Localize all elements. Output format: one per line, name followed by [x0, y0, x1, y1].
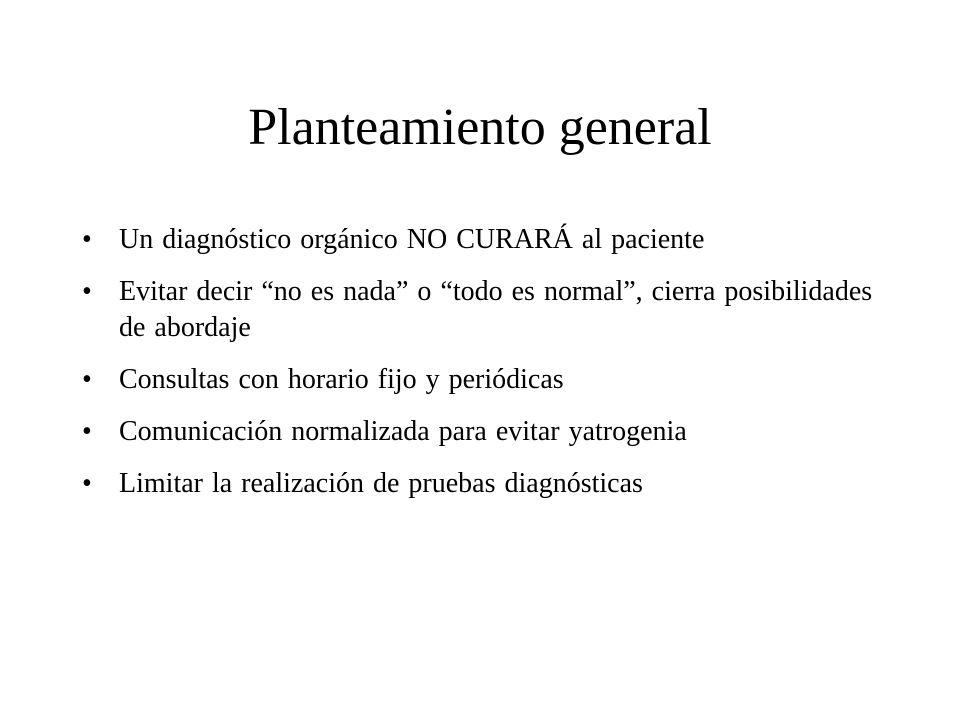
bullet-text: Evitar decir “no es nada” o “todo es normal”, cierra posibilidades de abordaje	[119, 276, 873, 343]
bullet-icon: •	[82, 276, 92, 307]
list-item	[80, 274, 880, 346]
bullet-text: Comunicación normalizada para evitar yatrogenia	[119, 416, 687, 447]
slide-title: Planteamiento general	[248, 99, 712, 156]
bullet-text: Limitar la realización de pruebas diagnósticas	[119, 468, 643, 499]
bullet-list	[80, 222, 880, 518]
list-item	[80, 222, 880, 258]
list-item	[80, 362, 880, 398]
bullet-icon: •	[82, 364, 92, 395]
bullet-text: Consultas con horario fijo y periódicas	[119, 364, 564, 395]
list-item	[80, 414, 880, 450]
bullet-text: Un diagnóstico orgánico NO CURARÁ al paciente	[119, 224, 705, 255]
bullet-icon: •	[82, 468, 92, 499]
list-item	[80, 466, 880, 502]
bullet-icon: •	[82, 224, 92, 255]
bullet-icon: •	[82, 416, 92, 447]
